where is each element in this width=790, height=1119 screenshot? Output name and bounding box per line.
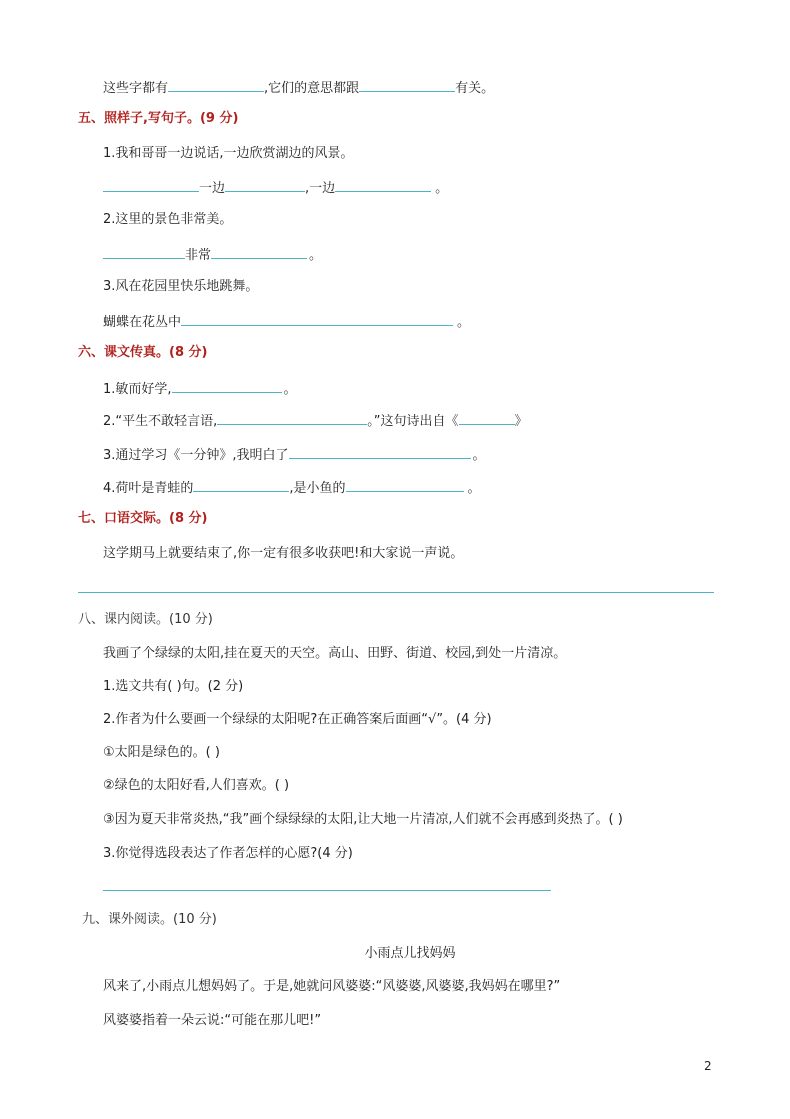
section-6-title: 六、课文传真。(8 分)	[78, 345, 208, 360]
answer-line[interactable]	[103, 890, 551, 891]
answer-blank[interactable]	[168, 78, 264, 92]
question-6-4: 4.荷叶是青蛙的 ,是小鱼的 。	[103, 478, 481, 498]
answer-blank[interactable]	[359, 78, 455, 92]
section-8-passage: 我画了个绿绿的太阳,挂在夏天的天空。高山、田野、街道、校园,到处一片清凉。	[103, 646, 567, 661]
story-paragraph-1: 风来了,小雨点儿想妈妈了。于是,她就问风婆婆:“风婆婆,风婆婆,我妈妈在哪里?”	[103, 979, 561, 994]
answer-blank[interactable]	[103, 178, 199, 192]
page-number: 2	[704, 1059, 712, 1073]
answer-line[interactable]	[78, 592, 714, 593]
option-8-2-2: ②绿色的太阳好看,人们喜欢。( )	[103, 778, 290, 793]
question-6-2: 2.“平生不敢轻言语, 。”这句诗出自《 》	[103, 411, 528, 431]
answer-5-1: 一边 ,一边 。	[103, 178, 448, 198]
question-8-1: 1.选文共有( )句。(2 分)	[103, 679, 244, 694]
top-line: 这些字都有 ,它们的意思都跟 有关。	[103, 78, 494, 98]
question-5-3: 3.风在花园里快乐地跳舞。	[103, 279, 259, 294]
option-8-2-1: ①太阳是绿色的。( )	[103, 745, 220, 760]
answer-blank[interactable]	[335, 178, 431, 192]
question-6-1: 1.敏而好学, 。	[103, 379, 297, 399]
answer-blank[interactable]	[459, 411, 515, 425]
answer-5-2: 非常 。	[103, 245, 322, 265]
story-paragraph-2: 风婆婆指着一朵云说:“可能在那儿吧!”	[103, 1013, 322, 1028]
section-7-prompt: 这学期马上就要结束了,你一定有很多收获吧!和大家说一声说。	[103, 546, 464, 561]
section-8-title: 八、课内阅读。(10 分)	[78, 612, 213, 627]
answer-blank[interactable]	[289, 445, 471, 459]
section-5-title: 五、照样子,写句子。(9 分)	[78, 111, 239, 126]
question-6-3: 3.通过学习《一分钟》,我明白了 。	[103, 445, 486, 465]
answer-blank[interactable]	[217, 411, 367, 425]
answer-blank[interactable]	[225, 178, 305, 192]
question-8-2: 2.作者为什么要画一个绿绿的太阳呢?在正确答案后面画“√”。(4 分)	[103, 712, 492, 727]
section-9-title: 九、课外阅读。(10 分)	[82, 912, 217, 927]
answer-blank[interactable]	[346, 478, 464, 492]
answer-blank[interactable]	[181, 312, 453, 326]
question-8-3: 3.你觉得选段表达了作者怎样的心愿?(4 分)	[103, 846, 353, 861]
answer-blank[interactable]	[172, 379, 282, 393]
question-5-2: 2.这里的景色非常美。	[103, 212, 233, 227]
answer-5-3: 蝴蝶在花丛中 。	[103, 312, 470, 332]
question-5-1: 1.我和哥哥一边说话,一边欣赏湖边的风景。	[103, 146, 354, 161]
story-title: 小雨点儿找妈妈	[364, 946, 456, 961]
answer-blank[interactable]	[193, 478, 289, 492]
answer-blank[interactable]	[211, 245, 307, 259]
section-7-title: 七、口语交际。(8 分)	[78, 511, 208, 526]
option-8-2-3: ③因为夏天非常炎热,“我”画个绿绿绿的太阳,让大地一片清凉,人们就不会再感到炎热了。( )	[103, 812, 623, 827]
answer-blank[interactable]	[103, 245, 185, 259]
